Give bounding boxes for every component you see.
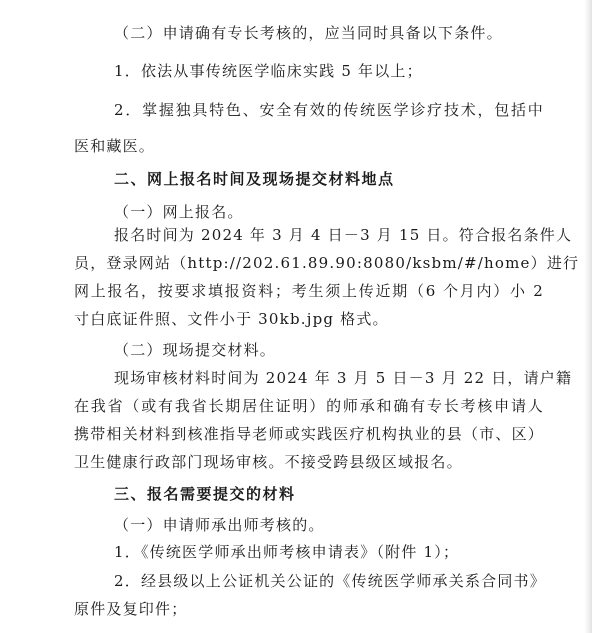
- material-item-2-cont: 原件及复印件；: [74, 600, 188, 618]
- subsection-online-registration: （一）网上报名。: [114, 203, 244, 221]
- condition-item-1: 1．依法从事传统医学临床实践 5 年以上；: [114, 62, 423, 80]
- onsite-paragraph-line-4: 卫生健康行政部门现场审核。不接受跨县级区域报名。: [74, 453, 463, 471]
- subsection-heading-2: （二）申请确有专长考核的，应当同时具备以下条件。: [114, 24, 503, 42]
- registration-paragraph-line-2: 员，登录网站（http://202.61.89.90:8080/ksbm/#/home）进行: [74, 254, 580, 272]
- registration-paragraph-line-3: 网上报名，按要求填报资料；考生须上传近期（6 个月内）小 2: [74, 282, 544, 300]
- condition-item-2: 2．掌握独具特色、安全有效的传统医学诊疗技术，包括中: [114, 101, 544, 119]
- onsite-paragraph-line-1: 现场审核材料时间为 2024 年 3 月 5 日－3 月 22 日，请户籍: [114, 369, 573, 387]
- page-edge-shadow: [584, 0, 592, 633]
- onsite-paragraph-line-3: 携带相关材料到核准指导老师或实践医疗机构执业的县（市、区）: [74, 425, 544, 443]
- onsite-paragraph-line-2: 在我省（或有我省长期居住证明）的师承和确有专长考核申请人: [74, 397, 544, 415]
- section-heading-2: 二、网上报名时间及现场提交材料地点: [114, 170, 395, 188]
- condition-item-2-cont: 医和藏医。: [74, 137, 156, 155]
- registration-paragraph-line-4: 寸白底证件照、文件小于 30kb.jpg 格式。: [74, 310, 389, 328]
- section-heading-3: 三、报名需要提交的材料: [114, 485, 296, 503]
- subsection-onsite-submission: （二）现场提交材料。: [114, 341, 277, 359]
- subsection-apprenticeship-exam: （一）申请师承出师考核的。: [114, 516, 325, 534]
- registration-paragraph-line-1: 报名时间为 2024 年 3 月 4 日－3 月 15 日。符合报名条件人: [114, 226, 573, 244]
- material-item-2: 2．经县级以上公证机关公证的《传统医学师承关系合同书》: [114, 572, 546, 590]
- material-item-1: 1．《传统医学师承出师考核申请表》（附件 1）；: [114, 543, 460, 561]
